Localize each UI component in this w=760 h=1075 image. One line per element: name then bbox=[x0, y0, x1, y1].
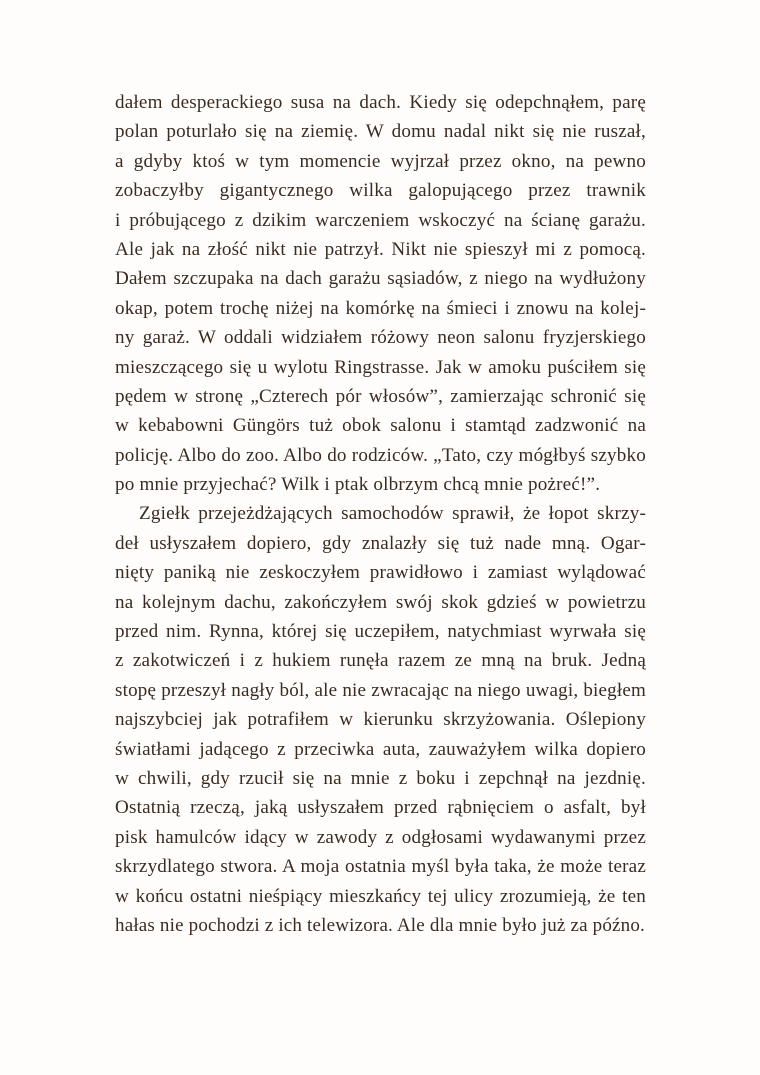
text-line: pisk hamulców idący w zawody z odgłosami wydawanymi przez bbox=[115, 826, 646, 848]
text-line: a gdyby ktoś w tym momencie wyjrzał przez okno, na pewno bbox=[115, 150, 646, 172]
paragraph bbox=[115, 88, 646, 499]
text-line: po mnie przyjechać? Wilk i ptak olbrzym chcą mnie pożreć!”. bbox=[115, 474, 601, 496]
text-line: w końcu ostatni nieśpiący mieszkańcy tej ulicy zrozumieją, że ten bbox=[115, 885, 646, 907]
text-line: Ale jak na złość nikt nie patrzył. Nikt nie spieszył mi z pomocą. bbox=[115, 238, 646, 260]
text-line: zobaczyłby gigantycznego wilka galopującego przez trawnik bbox=[115, 180, 646, 202]
text-line: ny garaż. W oddali widziałem różowy neon salonu fryzjerskiego bbox=[115, 327, 646, 349]
text-line: mieszczącego się u wylotu Ringstrasse. Jak w amoku puściłem się bbox=[115, 356, 646, 378]
text-line: najszybciej jak potrafiłem w kierunku skrzyżowania. Oślepiony bbox=[115, 709, 646, 731]
text-line: w kebabowni Güngörs tuż obok salonu i stamtąd zadzwonić na bbox=[115, 415, 646, 437]
page-text-block bbox=[115, 88, 646, 940]
text-line: pędem w stronę „Czterech pór włosów”, zamierzając schronić się bbox=[115, 385, 646, 407]
text-line: w chwili, gdy rzucił się na mnie z boku i zepchnął na jezdnię. bbox=[115, 767, 646, 789]
text-line: stopę przeszył nagły ból, ale nie zwracając na niego uwagi, biegłem bbox=[115, 679, 646, 701]
text-line: Dałem szczupaka na dach garażu sąsiadów, z niego na wydłużony bbox=[115, 268, 646, 290]
text-line: przed nim. Rynna, której się uczepiłem, natychmiast wyrwała się bbox=[115, 621, 646, 643]
text-line: na kolejnym dachu, zakończyłem swój skok gdzieś w powietrzu bbox=[115, 591, 646, 613]
text-line: i próbującego z dzikim warczeniem wskoczyć na ścianę garażu. bbox=[115, 209, 646, 231]
text-line: światłami jadącego z przeciwka auta, zauważyłem wilka dopiero bbox=[115, 738, 646, 760]
text-line: Ostatnią rzeczą, jaką usłyszałem przed rąbnięciem o asfalt, był bbox=[115, 797, 646, 819]
paragraph bbox=[115, 499, 646, 940]
text-line: nięty paniką nie zeskoczyłem prawidłowo i zamiast wylądować bbox=[115, 562, 646, 584]
text-line: polan poturlało się na ziemię. W domu nadal nikt się nie ruszał, bbox=[115, 121, 646, 143]
text-line: deł usłyszałem dopiero, gdy znalazły się tuż nade mną. Ogar- bbox=[115, 532, 646, 554]
text-line: hałas nie pochodzi z ich telewizora. Ale dla mnie było już za późno. bbox=[115, 914, 645, 936]
text-line: okap, potem trochę niżej na komórkę na śmieci i znowu na kolej- bbox=[115, 297, 646, 319]
text-line: dałem desperackiego susa na dach. Kiedy się odepchnąłem, parę bbox=[115, 92, 646, 113]
text-line: Zgiełk przejeżdżających samochodów sprawił, że łopot skrzy- bbox=[139, 503, 646, 525]
text-line: policję. Albo do zoo. Albo do rodziców. „Tato, czy mógłbyś szybko bbox=[115, 444, 646, 466]
text-line: skrzydlatego stwora. A moja ostatnia myśl była taka, że może teraz bbox=[115, 856, 646, 878]
text-line: z zakotwiczeń i z hukiem runęła razem ze mną na bruk. Jedną bbox=[115, 650, 646, 672]
